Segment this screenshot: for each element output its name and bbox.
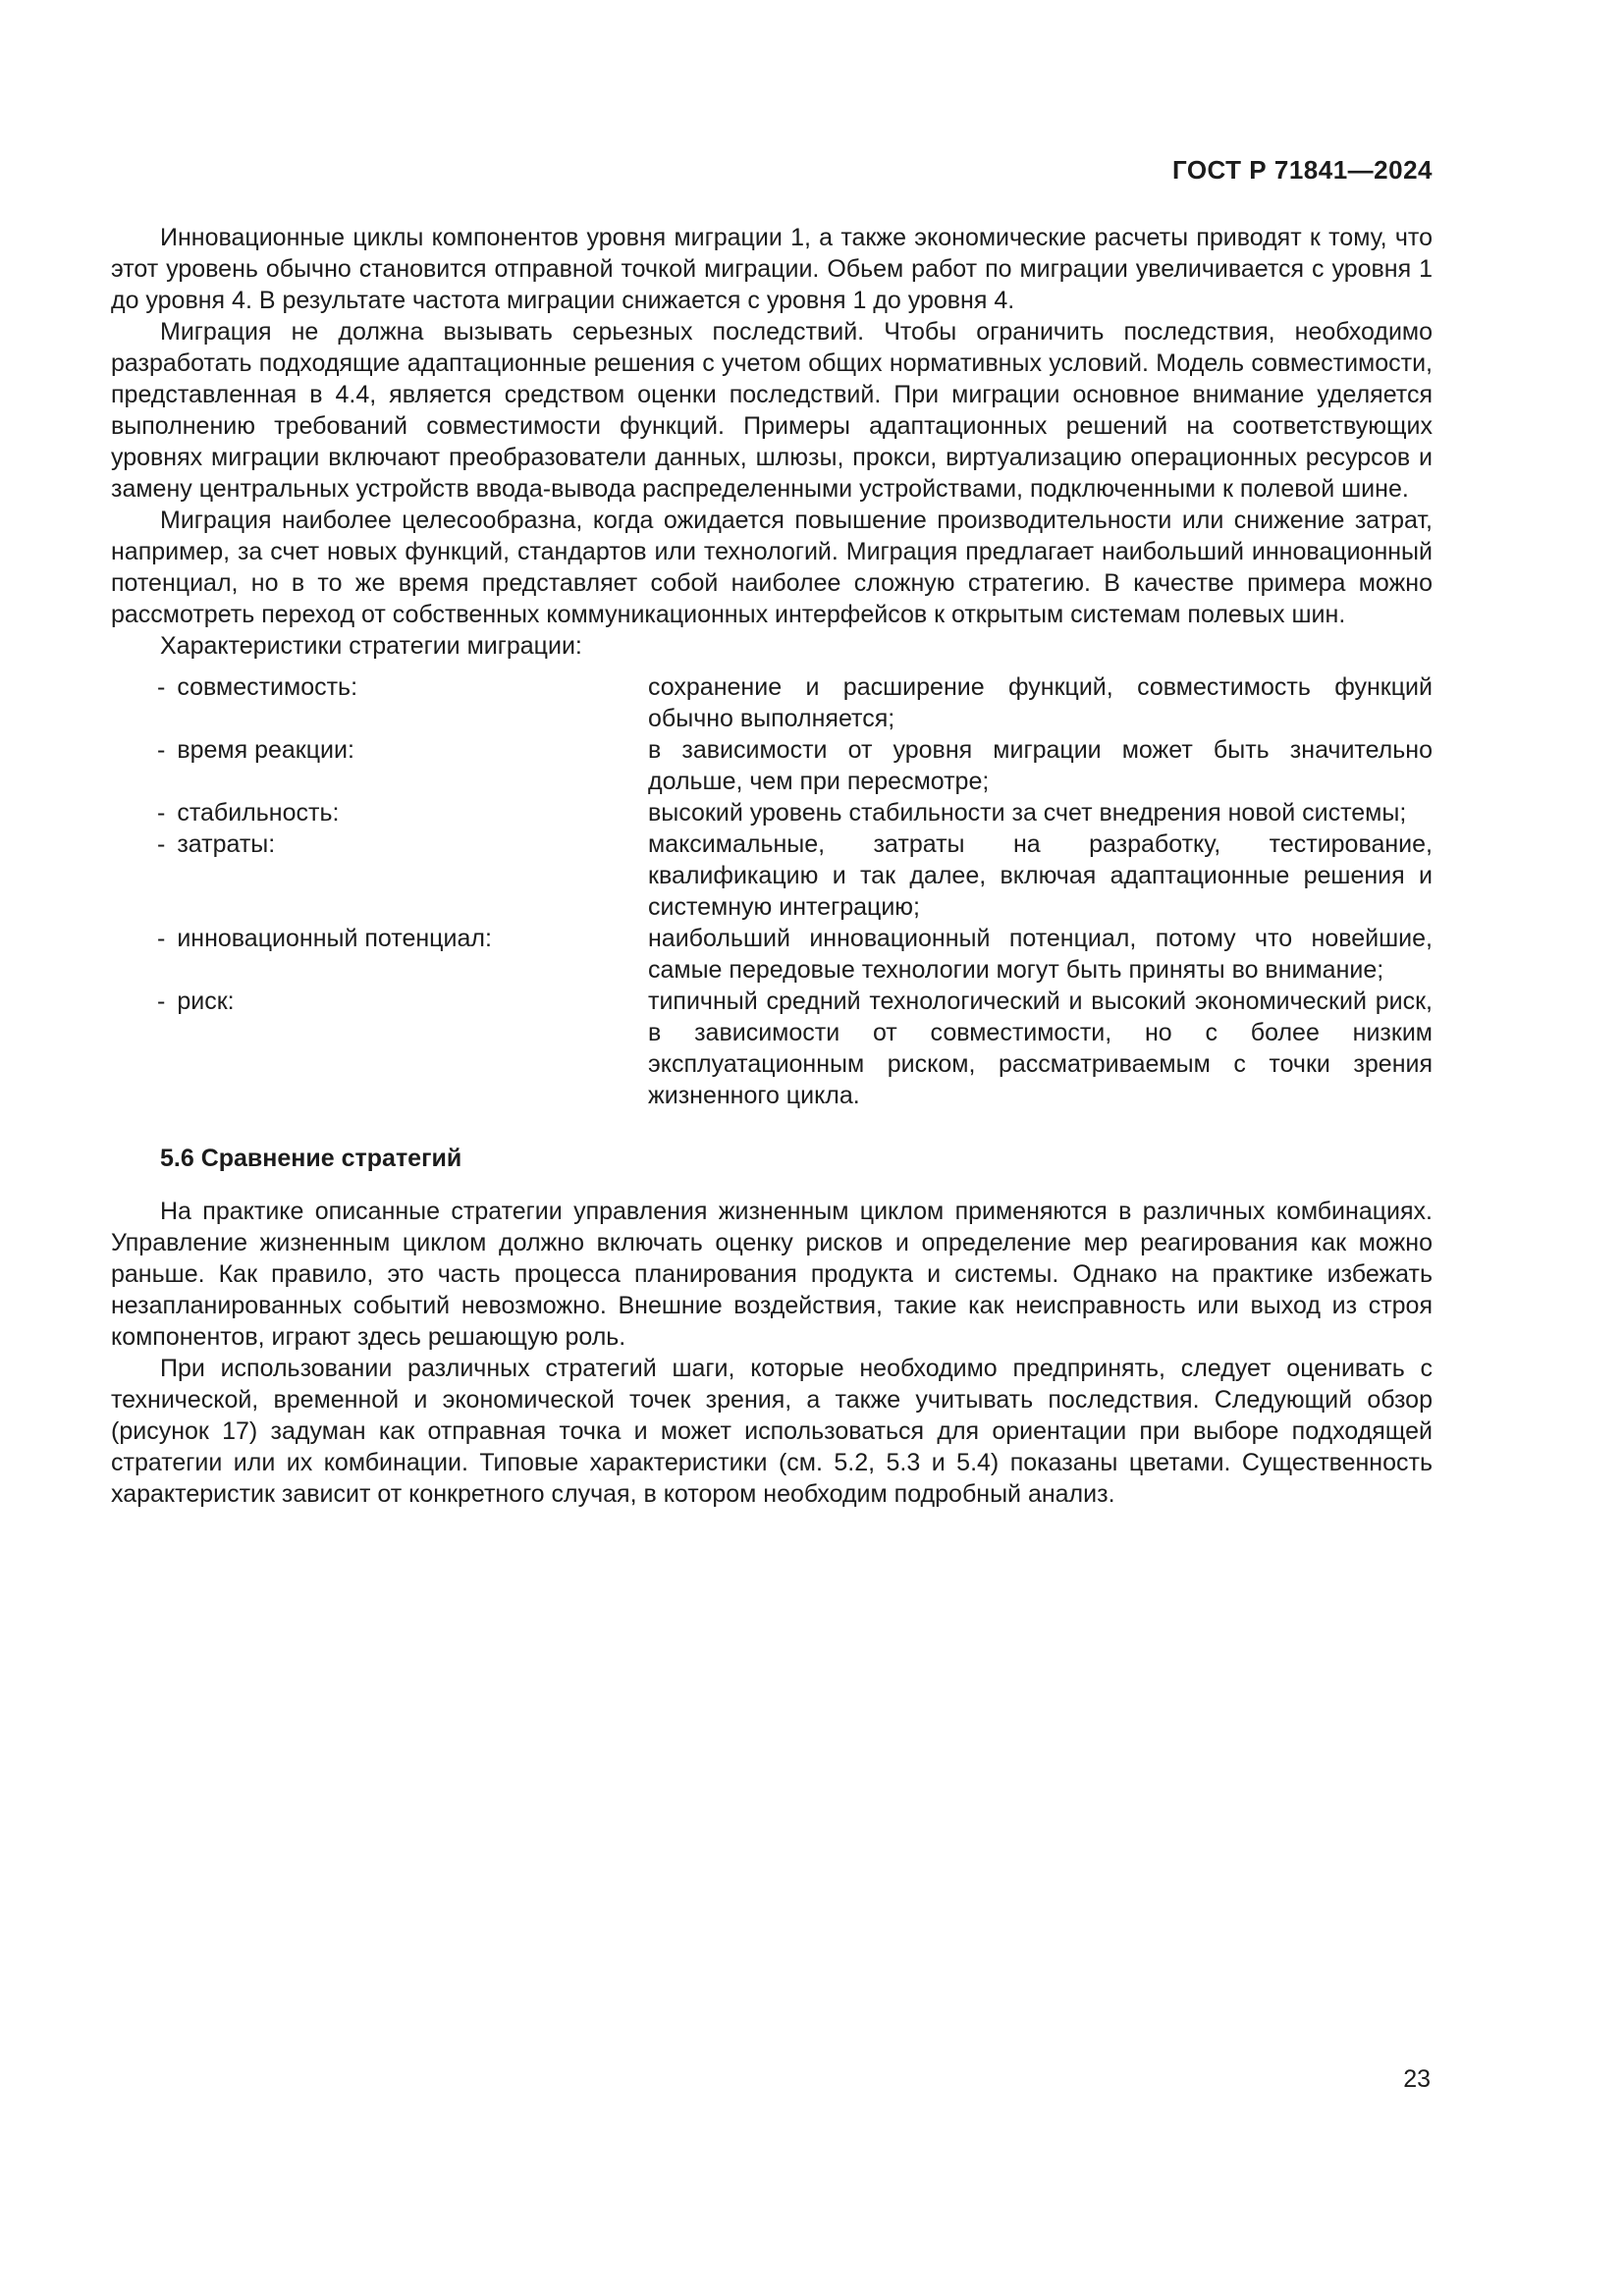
list-item-description: наибольший инновационный потенциал, потому что новейшие, самые передовые технологии могут быть приняты во внимание; (648, 925, 1433, 984)
list-item (111, 986, 1433, 1111)
dash-bullet: - (157, 988, 166, 1015)
document-number-header: ГОСТ Р 71841—2024 (1171, 155, 1433, 185)
paragraph-strategy-evaluation: При использовании различных стратегий шаги, которые необходимо предпринять, следует оценивать с технической, временной и экономической точек зрения, а также учитывать последствия. Следующий обзор (рисунок 17) задуман как отправная точка и может использоваться для ориентации при выборе подходящей стратегии или их комбинации. Типовые характеристики (см. 5.2, 5.3 и 5.4) показаны цветами. Существенность характеристик зависит от конкретного случая, в котором необходим подробный анализ. (111, 1355, 1433, 1508)
list-item-label: совместимость: (177, 673, 358, 701)
section-heading-5-6: 5.6 Сравнение стратегий (160, 1145, 462, 1172)
list-item-term (111, 734, 648, 766)
list-item-label: затраты: (177, 830, 276, 858)
paragraph-migration-consequences: Миграция не должна вызывать серьезных последствий. Чтобы ограничить последствия, необходимо разработать подходящие адаптационные решения с учетом общих нормативных условий. Модель совместимости, представленная в 4.4, является средством оценки последствий. При миграции основное внимание уделяется выполнению требований совместимости функций. Примеры адаптационных решений на соответствующих уровнях миграции включают преобразователи данных, шлюзы, прокси, виртуализацию операционных ресурсов и замену центральных устройств ввода-вывода распределенными устройствами, подключенными к полевой шине. (111, 318, 1433, 503)
list-item-term (111, 671, 648, 703)
list-item-description: в зависимости от уровня миграции может быть значительно дольше, чем при пересмотре; (648, 736, 1433, 795)
list-item-term (111, 923, 648, 954)
list-item-term (111, 828, 648, 860)
page-number: 23 (1403, 2065, 1431, 2093)
page-content (111, 155, 1433, 1510)
paragraph-strategy-practice: На практике описанные стратегии управления жизненным циклом применяются в различных комбинациях. Управление жизненным циклом должно включать оценку рисков и определение мер реагирования как можно раньше. Как правило, это часть процесса планирования продукта и системы. Однако на практике избежать незапланированных событий невозможно. Внешние воздействия, такие как неисправность или выход из строя компонентов, играют здесь решающую роль. (111, 1198, 1433, 1351)
dash-bullet: - (157, 830, 166, 858)
list-item-description: сохранение и расширение функций, совместимость функций обычно выполняется; (648, 673, 1433, 732)
list-item-label: время реакции: (177, 736, 354, 764)
characteristics-intro-line: Характеристики стратегии миграции: (160, 632, 582, 660)
paragraph-migration-innovation-cycles: Инновационные циклы компонентов уровня миграции 1, а также экономические расчеты приводят к тому, что этот уровень обычно становится отправной точкой миграции. Обьем работ по миграции увеличивается с уровня 1 до уровня 4. В результате частота миграции снижается с уровня 1 до уровня 4. (111, 224, 1433, 314)
paragraph-migration-expediency: Миграция наиболее целесообразна, когда ожидается повышение производительности или снижение затрат, например, за счет новых функций, стандартов или технологий. Миграция предлагает наибольший инновационный потенциал, но в то же время представляет собой наиболее сложную стратегию. В качестве примера можно рассмотреть переход от собственных коммуникационных интерфейсов к открытым системам полевых шин. (111, 507, 1433, 628)
list-item (111, 671, 1433, 734)
list-item (111, 797, 1433, 828)
list-item-description: максимальные, затраты на разработку, тестирование, квалификацию и так далее, включая адаптационные решения и системную интеграцию; (648, 830, 1433, 921)
dash-bullet: - (157, 673, 166, 701)
list-item-description: высокий уровень стабильности за счет внедрения новой системы; (648, 799, 1407, 827)
list-item (111, 734, 1433, 797)
dash-bullet: - (157, 925, 166, 952)
list-item-description: типичный средний технологический и высокий экономический риск, в зависимости от совместимости, но с более низким эксплуатационным риском, рассматриваемым с точки зрения жизненного цикла. (648, 988, 1433, 1109)
list-item (111, 828, 1433, 923)
dash-bullet: - (157, 799, 166, 827)
body-text-block (111, 222, 1433, 1510)
list-item-label: стабильность: (177, 799, 340, 827)
dash-bullet: - (157, 736, 166, 764)
list-item-term (111, 986, 648, 1017)
list-item-term (111, 797, 648, 828)
list-item (111, 923, 1433, 986)
characteristics-list (111, 671, 1433, 1111)
list-item-label: инновационный потенциал: (177, 925, 492, 952)
list-item-label: риск: (177, 988, 235, 1015)
